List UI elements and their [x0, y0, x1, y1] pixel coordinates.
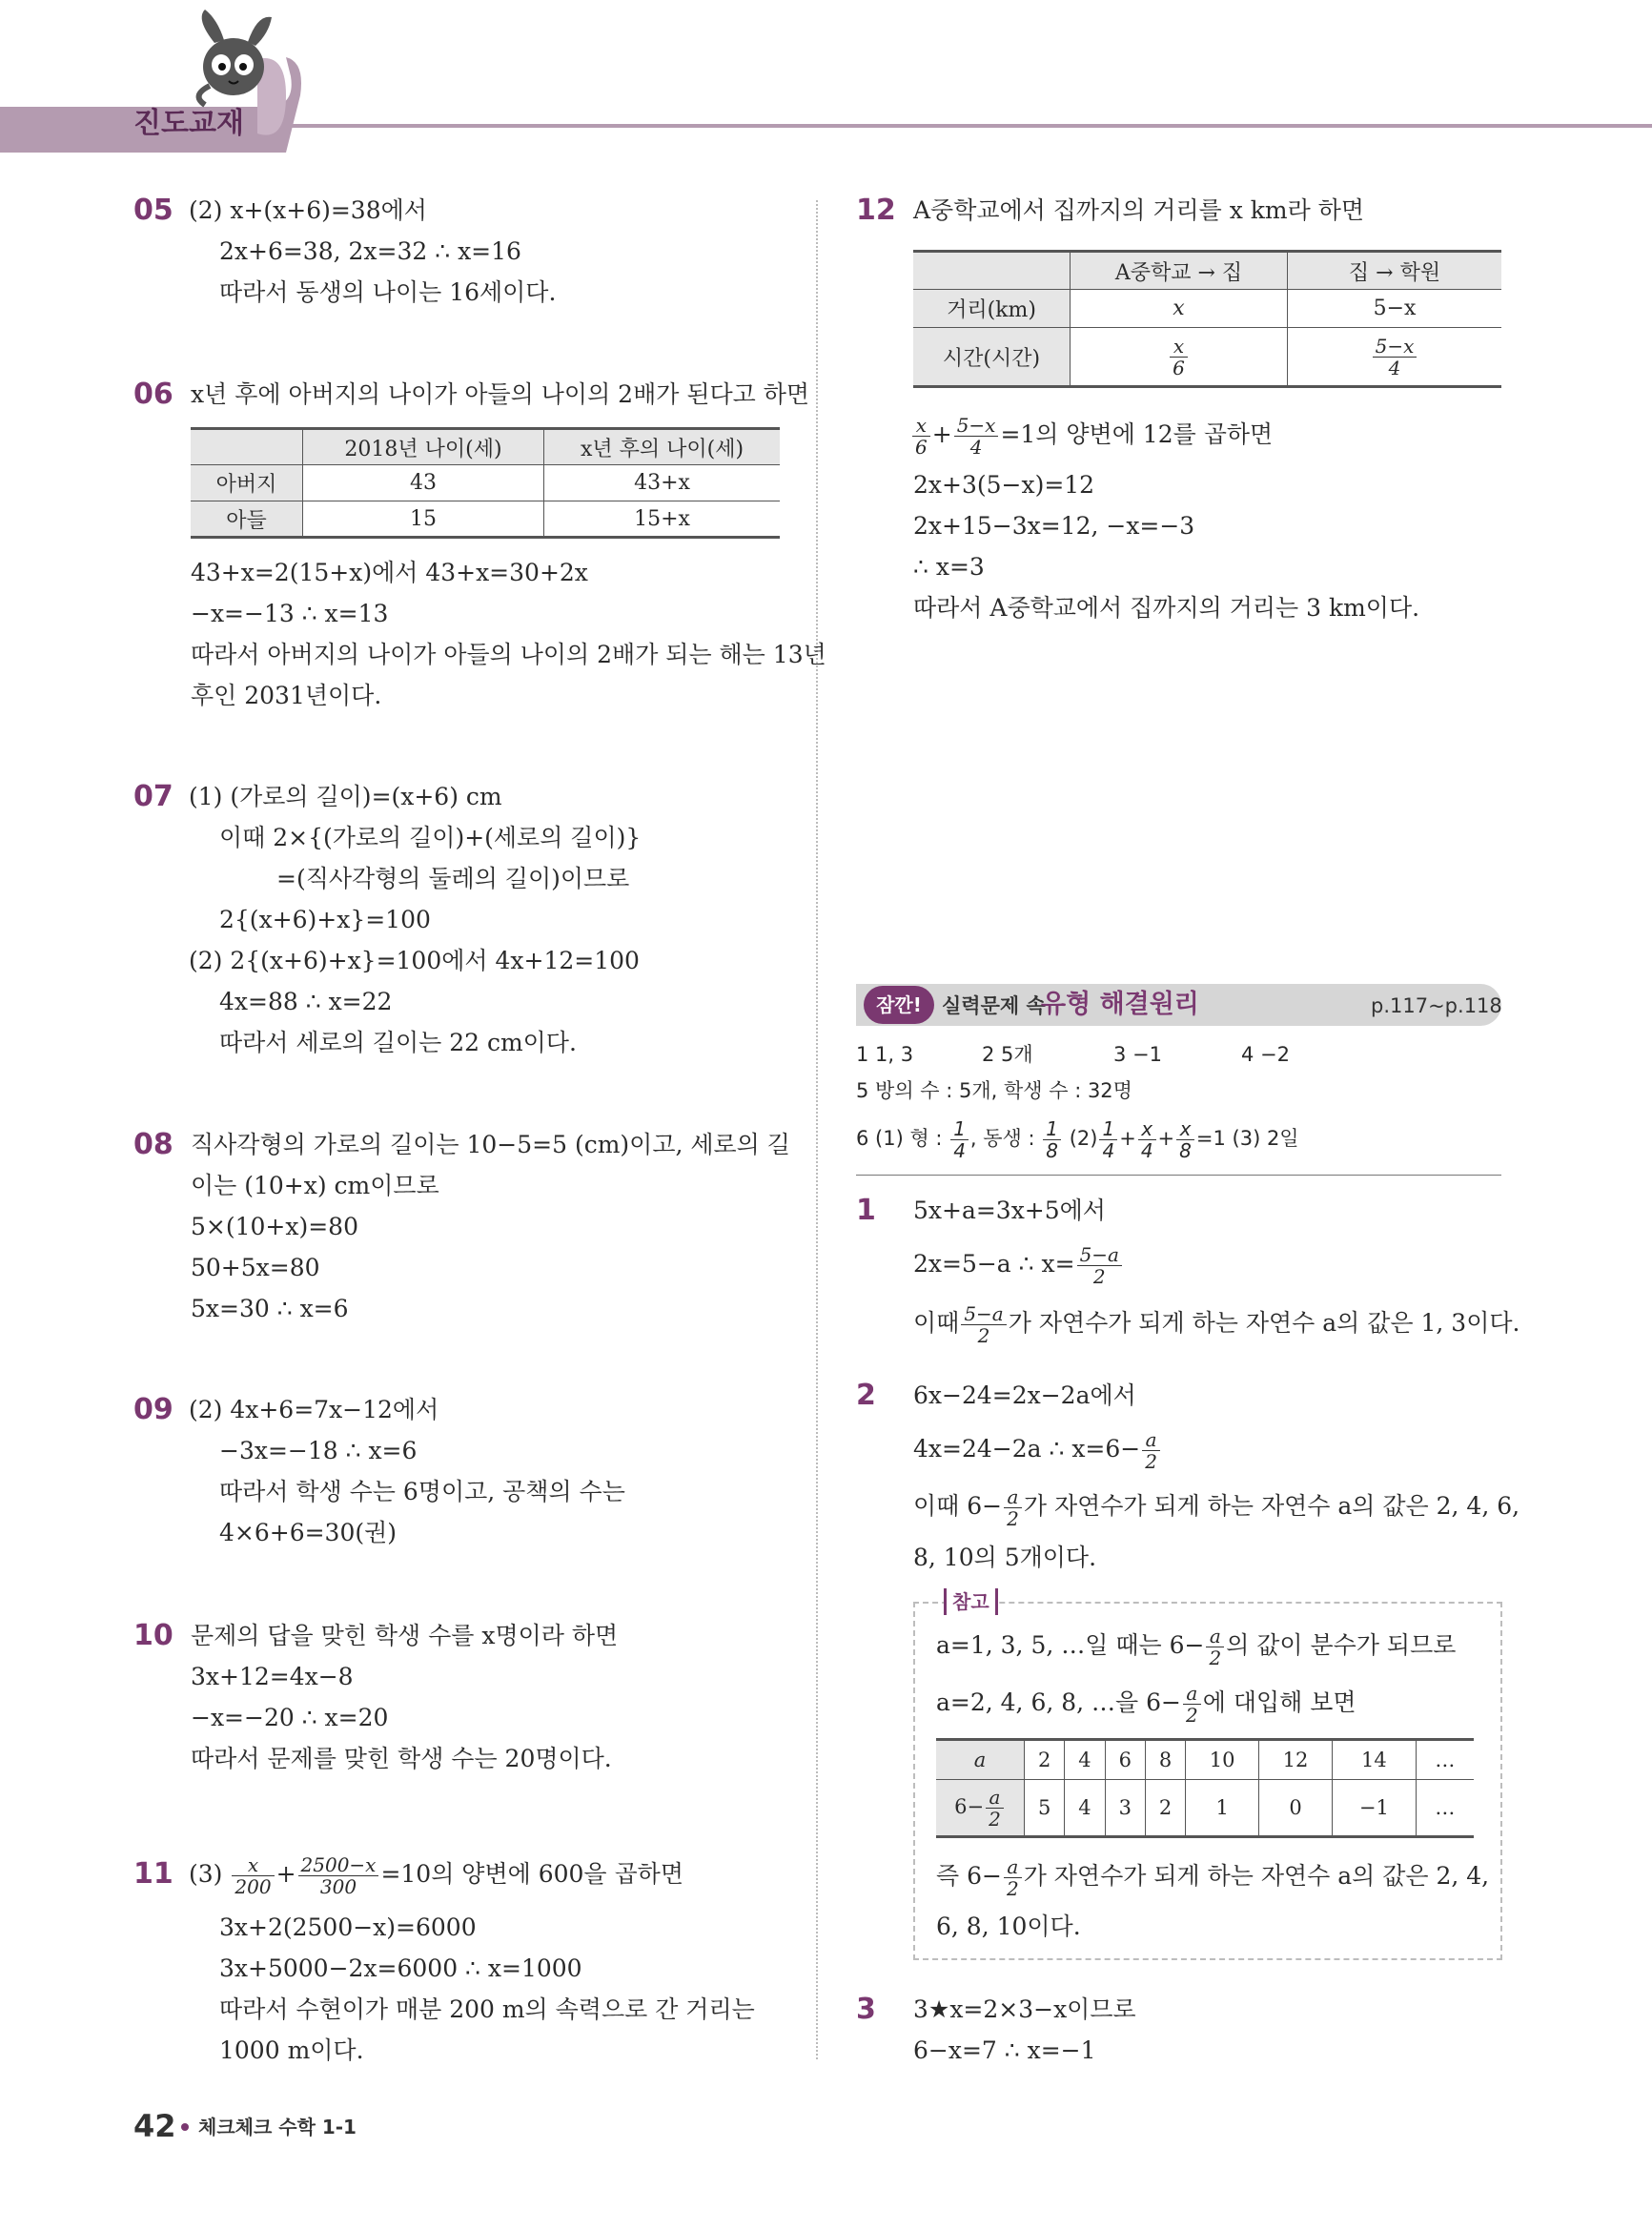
p06-age-table	[191, 427, 780, 539]
denominator: 2	[989, 1807, 1001, 1831]
solution-number-2: 2	[856, 1379, 876, 1412]
numerator: 5−x	[954, 415, 999, 437]
table-cell	[936, 1780, 1025, 1837]
section-title-1: 실력문제 속	[942, 994, 1046, 1017]
bullet-icon	[181, 2123, 189, 2131]
p12-line5: 따라서 A중학교에서 집까지의 거리는 3 km이다.	[913, 594, 1420, 622]
p12-line2: 2x+3(5−x)=12	[913, 471, 1095, 499]
fraction	[232, 1854, 274, 1897]
note-table	[936, 1738, 1474, 1838]
section-badge: 잠깐!	[864, 986, 934, 1024]
p06-line5: 후인 2031년이다.	[191, 682, 382, 709]
note-line3-tail: 가 자연수가 되게 하는 자연수 a의 값은 2, 4,	[1023, 1862, 1490, 1890]
table-cell: 4	[1065, 1780, 1105, 1837]
denominator: 4	[1388, 356, 1401, 379]
p08-line1: 직사각형의 가로의 길이는 10−5=5 (cm)이고, 세로의 길	[191, 1131, 790, 1158]
p12-line4: ∴ x=3	[913, 553, 985, 581]
fraction	[954, 415, 999, 458]
q2-line3-tail: 가 자연수가 되게 하는 자연수 a의 값은 2, 4, 6,	[1023, 1492, 1520, 1520]
numerator: x	[1170, 336, 1188, 358]
denominator: 300	[319, 1875, 357, 1898]
numerator: x	[1176, 1118, 1194, 1140]
table-cell: …	[1416, 1740, 1474, 1780]
table-cell: 2	[1145, 1780, 1185, 1837]
fraction	[1142, 1429, 1160, 1472]
table-header: 2018년 나이(세)	[303, 429, 544, 465]
p08-line2: 이는 (10+x) cm이므로	[191, 1172, 439, 1199]
numerator: 5−a	[1077, 1244, 1122, 1266]
p09-line3: 따라서 학생 수는 6명이고, 공책의 수는	[219, 1478, 625, 1505]
page-number: 42	[133, 2108, 176, 2144]
p10-line1: 문제의 답을 맞힌 학생 수를 x명이라 하면	[191, 1622, 619, 1649]
numerator: x	[912, 415, 930, 437]
p07-line4: 2{(x+6)+x}=100	[219, 906, 431, 933]
table-cell: −1	[1332, 1780, 1416, 1837]
fraction	[1077, 1244, 1122, 1287]
p07-line1: (1) (가로의 길이)=(x+6) cm	[189, 783, 502, 810]
table-cell: 43+x	[544, 465, 781, 501]
table-cell: 2	[1025, 1740, 1065, 1780]
fraction	[1099, 1118, 1117, 1161]
q2-line3	[913, 1480, 1519, 1533]
numerator: 1	[1043, 1118, 1061, 1140]
answer-6-mid: , 동생 :	[969, 1127, 1035, 1150]
problem-number-05: 05	[133, 194, 173, 227]
note-line2-prefix: a=2, 4, 6, 8, …을 6−	[936, 1688, 1181, 1716]
denominator: 2	[1092, 1265, 1106, 1288]
numerator: a	[1206, 1626, 1224, 1647]
answer-6-prefix: 6 (1) 형 :	[856, 1127, 943, 1150]
plus-sign: +	[931, 420, 952, 448]
header-banner	[0, 0, 1652, 162]
p09-line2: −3x=−18 ∴ x=6	[219, 1437, 418, 1464]
table-cell: 14	[1332, 1740, 1416, 1780]
numerator: 5−x	[1373, 336, 1417, 358]
q3-line1: 3★x=2×3−x이므로	[913, 1995, 1136, 2023]
q2-line2-text: 4x=24−2a ∴ x=6−	[913, 1435, 1141, 1463]
numerator: a	[1004, 1486, 1022, 1508]
answer-6-tail: =1 (3) 2일	[1195, 1127, 1299, 1150]
table-cell: …	[1416, 1780, 1474, 1837]
table-header: x년 후의 나이(세)	[544, 429, 781, 465]
column-divider	[816, 200, 818, 2059]
table-cell: 1	[1186, 1780, 1259, 1837]
solution-number-1: 1	[856, 1194, 876, 1227]
p06-line3: −x=−13 ∴ x=13	[191, 600, 389, 627]
denominator: 6	[1173, 356, 1185, 379]
p05-line3: 따라서 동생의 나이는 16세이다.	[219, 278, 557, 306]
fraction	[1206, 1626, 1224, 1668]
problem-number-10: 10	[133, 1619, 173, 1652]
denominator: 2	[1007, 1507, 1019, 1530]
book-title: 체크체크 수학 1-1	[198, 2116, 357, 2138]
table-cell: 15	[303, 501, 544, 538]
table-cell: 12	[1259, 1740, 1333, 1780]
denominator: 2	[1186, 1704, 1198, 1727]
table-cell: 4	[1065, 1740, 1105, 1780]
p07-line7: 따라서 세로의 길이는 22 cm이다.	[219, 1029, 577, 1056]
q1-line3-prefix: 이때	[913, 1309, 960, 1337]
p10-line2: 3x+12=4x−8	[191, 1663, 354, 1690]
numerator: 1	[1099, 1118, 1117, 1140]
table-header	[191, 429, 303, 465]
table-cell: 43	[303, 465, 544, 501]
table-cell: 6	[1105, 1740, 1145, 1780]
p12-equation-tail: =1의 양변에 12를 곱하면	[1000, 420, 1274, 448]
numerator: 2500−x	[298, 1854, 379, 1876]
p12-distance-table	[913, 250, 1501, 388]
table-cell: 10	[1186, 1740, 1259, 1780]
p11-line2: 3x+2(2500−x)=6000	[219, 1913, 477, 1941]
p11-line4: 따라서 수현이가 매분 200 m의 속력으로 간 거리는	[219, 1995, 755, 2023]
numerator: x	[232, 1854, 274, 1876]
table-header: A중학교 → 집	[1071, 252, 1288, 290]
answer-2: 2 5개	[982, 1043, 1033, 1066]
problem-number-11: 11	[133, 1857, 173, 1891]
note-line1-prefix: a=1, 3, 5, …일 때는 6−	[936, 1631, 1205, 1659]
p11-line1-tail: =10의 양변에 600을 곱하면	[380, 1860, 683, 1888]
q3-line2: 6−x=7 ∴ x=−1	[913, 2036, 1096, 2064]
table-cell: 8	[1145, 1740, 1185, 1780]
table-cell: 시간(시간)	[913, 328, 1071, 387]
fraction	[1170, 336, 1188, 378]
numerator: a	[1142, 1429, 1160, 1451]
denominator: 2	[1209, 1647, 1222, 1669]
fraction	[950, 1118, 969, 1161]
p07-line2: 이때 2×{(가로의 길이)+(세로의 길이)}	[219, 824, 642, 851]
table-cell: 아버지	[191, 465, 303, 501]
section-title-2: 유형 해결원리	[1041, 990, 1199, 1019]
denominator: 6	[915, 436, 928, 459]
p11-line5: 1000 m이다.	[219, 2036, 364, 2064]
table-cell: 3	[1105, 1780, 1145, 1837]
denominator: 200	[235, 1875, 272, 1898]
table-cell: x	[1071, 290, 1288, 328]
table-header: 집 → 학원	[1288, 252, 1502, 290]
fraction	[1373, 336, 1417, 378]
p07-line3: =(직사각형의 둘레의 길이)이므로	[276, 865, 630, 892]
numerator: 5−a	[961, 1303, 1006, 1325]
q2-line4: 8, 10의 5개이다.	[913, 1544, 1097, 1571]
table-cell: 5−x	[1288, 290, 1502, 328]
p06-line2: 43+x=2(15+x)에서 43+x=30+2x	[191, 559, 588, 586]
denominator: 4	[1102, 1138, 1115, 1162]
solution-number-3: 3	[856, 1993, 876, 2026]
note-line2-tail: 에 대입해 보면	[1202, 1688, 1356, 1716]
plus-sign: +	[275, 1860, 296, 1888]
p08-line4: 50+5x=80	[191, 1254, 320, 1281]
note-line4: 6, 8, 10이다.	[936, 1913, 1081, 1940]
fraction	[912, 415, 930, 458]
p12-equation	[910, 408, 1273, 461]
table-cell: 아들	[191, 501, 303, 538]
table-cell	[1288, 328, 1502, 387]
problem-number-06: 06	[133, 378, 173, 411]
fraction	[986, 1787, 1004, 1830]
fraction	[1176, 1118, 1194, 1161]
p08-line5: 5x=30 ∴ x=6	[191, 1295, 349, 1322]
table-header	[913, 252, 1071, 290]
numerator: a	[1183, 1683, 1201, 1705]
q2-line1: 6x−24=2x−2a에서	[913, 1381, 1136, 1409]
table-cell: a	[936, 1740, 1025, 1780]
denominator: 8	[1179, 1138, 1192, 1162]
note-line3	[936, 1850, 1489, 1903]
table-cell: 15+x	[544, 501, 781, 538]
q1-line1: 5x+a=3x+5에서	[913, 1197, 1106, 1224]
p08-line3: 5×(10+x)=80	[191, 1213, 358, 1240]
fraction	[1043, 1118, 1061, 1161]
plus-sign: +	[1157, 1127, 1175, 1150]
fraction	[1183, 1683, 1201, 1726]
denominator: 8	[1046, 1138, 1059, 1162]
p10-line4: 따라서 문제를 맞힌 학생 수는 20명이다.	[191, 1745, 612, 1772]
fraction	[1004, 1856, 1022, 1899]
header-label: 진도교재	[133, 107, 244, 140]
p07-line5: (2) 2{(x+6)+x}=100에서 4x+12=100	[189, 947, 640, 974]
note-label: 참고	[944, 1588, 998, 1615]
section-pages: p.117~p.118	[1371, 994, 1502, 1017]
table-cell	[1071, 328, 1288, 387]
plus-sign: +	[1119, 1127, 1136, 1150]
fraction	[298, 1854, 379, 1897]
p06-line4: 따라서 아버지의 나이가 아들의 나이의 2배가 되는 해는 13년	[191, 641, 826, 668]
p09-line1: (2) 4x+6=7x−12에서	[189, 1396, 439, 1423]
denominator: 4	[1140, 1138, 1153, 1162]
answer-6-part2: (2)	[1069, 1127, 1098, 1150]
q1-line2	[913, 1238, 1124, 1291]
answer-3: 3 −1	[1113, 1043, 1162, 1066]
denominator: 4	[969, 436, 983, 459]
q1-line2-text: 2x=5−a ∴ x=	[913, 1250, 1075, 1278]
answer-4: 4 −2	[1241, 1043, 1290, 1066]
fraction	[1138, 1118, 1156, 1161]
p11-line3: 3x+5000−2x=6000 ∴ x=1000	[219, 1954, 582, 1982]
answer-6	[856, 1114, 1299, 1163]
problem-number-08: 08	[133, 1128, 173, 1161]
denominator: 2	[1145, 1450, 1157, 1473]
q2-line3-prefix: 이때 6−	[913, 1492, 1003, 1520]
answer-1: 1 1, 3	[856, 1043, 914, 1066]
problem-number-07: 07	[133, 780, 173, 813]
p10-line3: −x=−20 ∴ x=20	[191, 1704, 389, 1731]
denominator: 2	[1006, 1877, 1019, 1900]
denominator: 2	[977, 1324, 990, 1347]
p11-line1	[189, 1848, 683, 1901]
note-line1	[936, 1619, 1456, 1672]
row-label: 6−	[954, 1794, 985, 1818]
p05-line1: (2) x+(x+6)=38에서	[189, 196, 427, 224]
denominator: 4	[953, 1138, 966, 1162]
problem-number-12: 12	[856, 194, 896, 227]
numerator: a	[1004, 1856, 1022, 1878]
table-cell: 0	[1259, 1780, 1333, 1837]
problem-number-09: 09	[133, 1393, 173, 1426]
table-cell: 거리(km)	[913, 290, 1071, 328]
fraction	[961, 1303, 1006, 1346]
numerator: x	[1138, 1118, 1156, 1140]
p09-line4: 4×6+6=30(권)	[219, 1519, 398, 1546]
p11-prefix: (3)	[189, 1860, 223, 1888]
numerator: 1	[950, 1118, 969, 1140]
divider	[856, 1175, 1501, 1176]
q1-line3-tail: 가 자연수가 되게 하는 자연수 a의 값은 1, 3이다.	[1008, 1309, 1520, 1337]
q1-line3	[913, 1297, 1519, 1350]
note-line2	[936, 1676, 1356, 1729]
note-line1-tail: 의 값이 분수가 되므로	[1226, 1631, 1457, 1659]
p07-line6: 4x=88 ∴ x=22	[219, 988, 393, 1015]
p12-line1: A중학교에서 집까지의 거리를 x km라 하면	[913, 196, 1364, 224]
p12-line3: 2x+15−3x=12, −x=−3	[913, 512, 1195, 540]
p05-line2: 2x+6=38, 2x=32 ∴ x=16	[219, 237, 521, 265]
table-cell: 5	[1025, 1780, 1065, 1837]
note-line3-prefix: 즉 6−	[936, 1862, 1002, 1890]
q2-line2	[913, 1422, 1162, 1476]
numerator: a	[986, 1787, 1004, 1809]
answer-5: 5 방의 수 : 5개, 학생 수 : 32명	[856, 1079, 1132, 1102]
p06-line1: x년 후에 아버지의 나이가 아들의 나이의 2배가 된다고 하면	[191, 380, 810, 408]
fraction	[1004, 1486, 1022, 1529]
